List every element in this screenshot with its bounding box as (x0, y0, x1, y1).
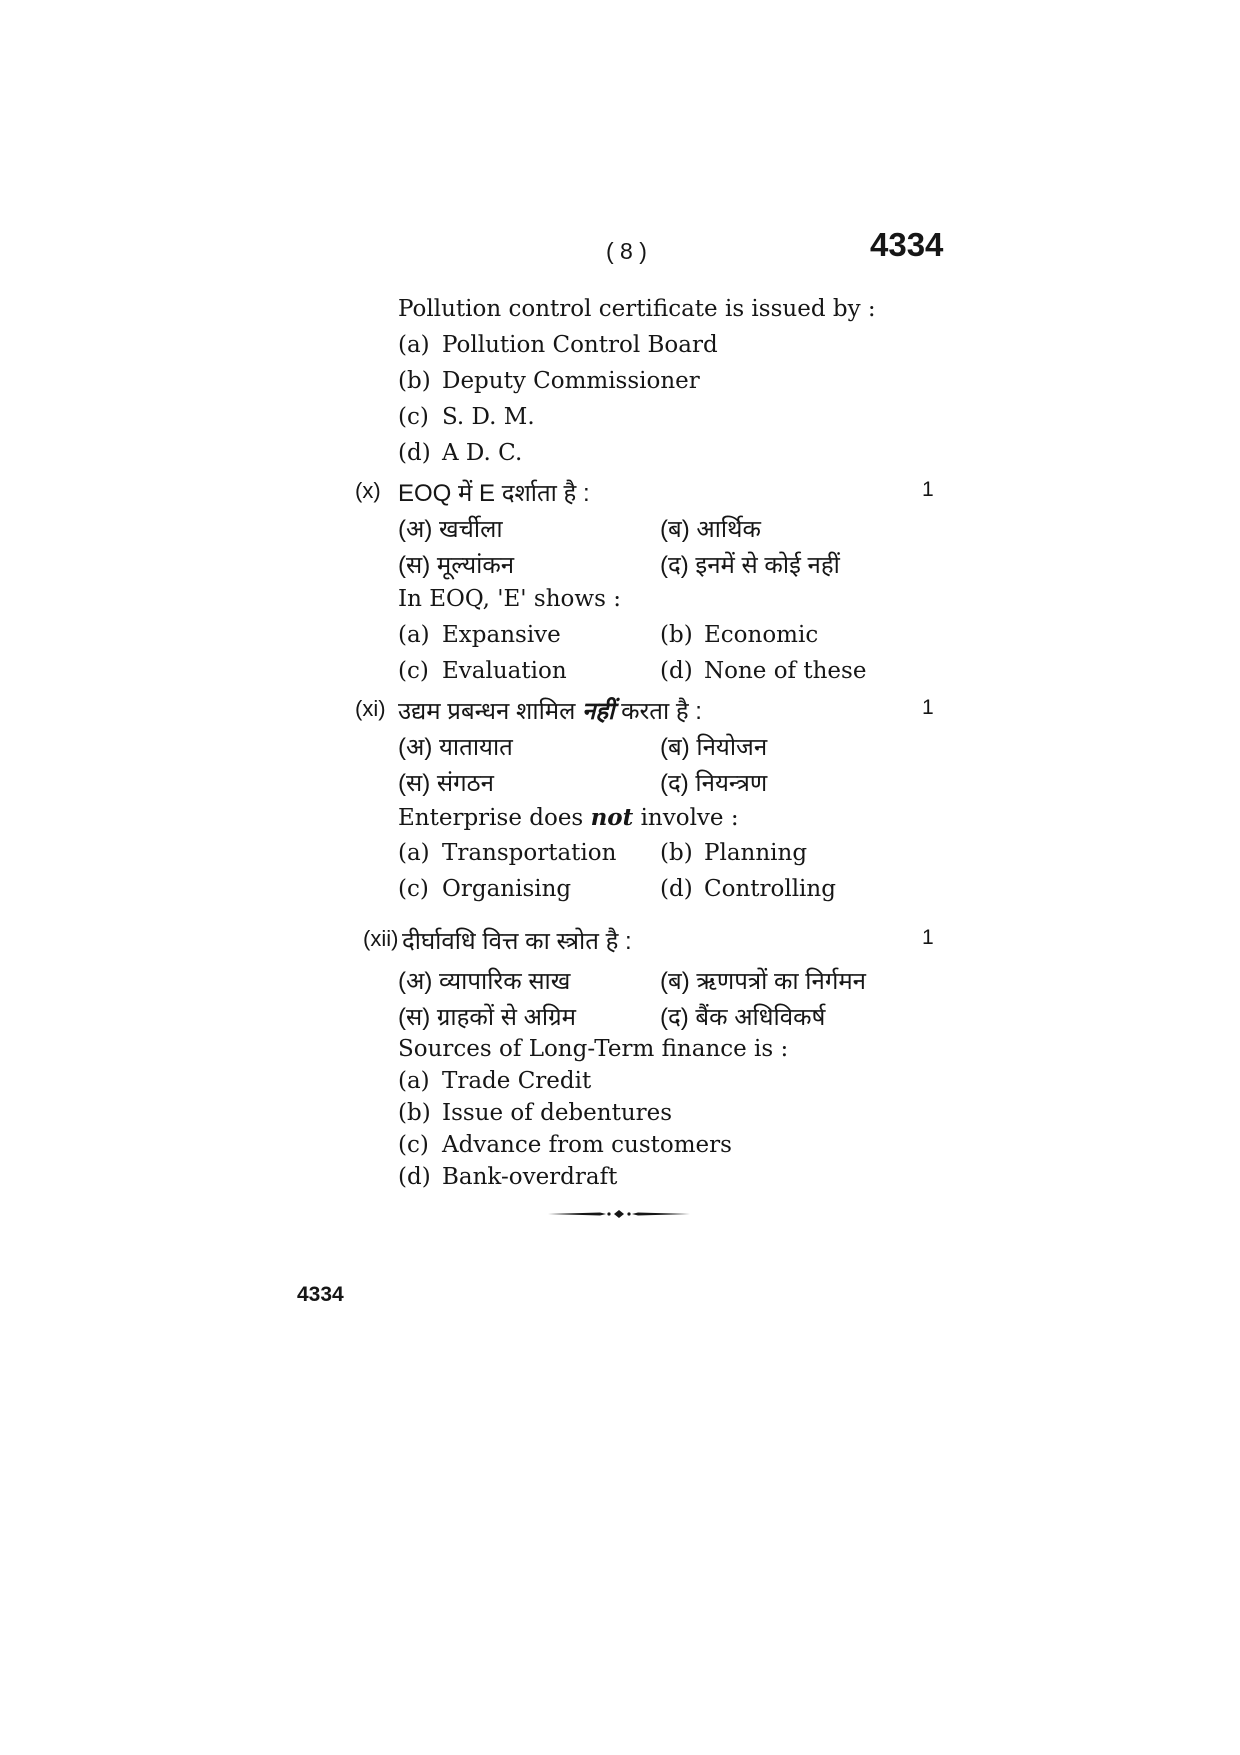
q11-number: (xi) (355, 696, 386, 721)
q12-number: (xii) (363, 926, 399, 951)
q10-question-hi: EOQ में E दर्शाता है : (398, 480, 590, 507)
q9-question-en: Pollution control certificate is issued by : (398, 296, 876, 322)
q10-option-en-d: (d) None of these (660, 658, 867, 684)
q10-option-hi-a: (अ) खर्चीला (398, 516, 503, 543)
q12-question-en: Sources of Long-Term finance is : (398, 1036, 789, 1062)
q11-option-hi-d: (द) नियन्त्रण (660, 770, 768, 797)
q9-option-d: (d) A D. C. (398, 440, 523, 466)
end-ornament-divider (548, 1205, 690, 1224)
q10-option-hi-d: (द) इनमें से कोई नहीं (660, 552, 840, 579)
q10-option-en-c: (c) Evaluation (398, 658, 567, 684)
q10-option-en-b: (b) Economic (660, 622, 819, 648)
q12-option-en-b: (b) Issue of debentures (398, 1100, 673, 1126)
q10-number: (x) (355, 478, 381, 503)
q11-question-en: Enterprise does not involve : (398, 804, 739, 831)
q10-option-hi-c: (स) मूल्यांकन (398, 552, 515, 579)
q11-option-hi-a: (अ) यातायात (398, 734, 513, 761)
paper-code-footer: 4334 (297, 1283, 344, 1306)
q11-marks: 1 (922, 696, 934, 719)
q12-option-hi-c: (स) ग्राहकों से अग्रिम (398, 1004, 577, 1031)
q11-option-hi-b: (ब) नियोजन (660, 734, 768, 761)
q12-marks: 1 (922, 926, 934, 949)
q12-option-hi-d: (द) बैंक अधिविकर्ष (660, 1004, 826, 1031)
q12-option-hi-b: (ब) ऋणपत्रों का निर्गमन (660, 968, 866, 995)
q11-option-en-a: (a) Transportation (398, 840, 617, 866)
q12-option-en-c: (c) Advance from customers (398, 1132, 732, 1158)
q10-question-en: In EOQ, 'E' shows : (398, 586, 621, 612)
q10-option-en-a: (a) Expansive (398, 622, 561, 648)
q11-option-hi-c: (स) संगठन (398, 770, 494, 797)
q11-option-en-d: (d) Controlling (660, 876, 836, 902)
q11-option-en-b: (b) Planning (660, 840, 808, 866)
q12-option-en-d: (d) Bank-overdraft (398, 1164, 618, 1190)
q10-marks: 1 (922, 478, 934, 501)
q12-question-hi: दीर्घावधि वित्त का स्त्रोत है : (402, 928, 632, 955)
q9-option-a: (a) Pollution Control Board (398, 332, 718, 358)
paper-code-header: 4334 (870, 226, 944, 263)
page-number: ( 8 ) (606, 238, 647, 264)
q9-option-b: (b) Deputy Commissioner (398, 368, 700, 394)
q11-option-en-c: (c) Organising (398, 876, 572, 902)
q10-option-hi-b: (ब) आर्थिक (660, 516, 761, 543)
q11-question-hi: उद्यम प्रबन्धन शामिल नहीं करता है : (398, 698, 702, 725)
q12-option-en-a: (a) Trade Credit (398, 1068, 592, 1094)
q12-option-hi-a: (अ) व्यापारिक साख (398, 968, 571, 995)
q9-option-c: (c) S. D. M. (398, 404, 535, 430)
